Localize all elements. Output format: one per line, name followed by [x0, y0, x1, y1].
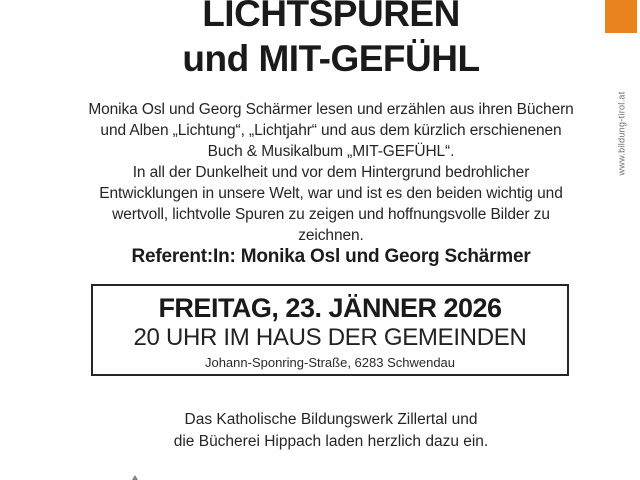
intro-line: In all der Dunkelheit und vor dem Hintergrund bedrohlicher [132, 164, 530, 181]
event-title [60, 0, 602, 81]
intro-line: Buch & Musikalbum „MIT-GEFÜHL“. [207, 143, 455, 160]
event-time-location: 20 UHR IM HAUS DER GEMEINDEN [133, 324, 527, 351]
event-address: Johann-Sponring-Straße, 6283 Schwendau [204, 355, 456, 370]
invitation-line: Das Katholische Bildungswerk Zillertal und [184, 411, 478, 428]
event-title-line1: LICHTSPUREN [202, 0, 460, 34]
intro-line: zeichnen. [298, 227, 364, 244]
invitation-line: die Bücherei Hippach laden herzlich dazu ein. [173, 433, 489, 450]
invitation-text [60, 409, 602, 453]
intro-line: wertvoll, lichtvolle Spuren zu zeigen und hoffnungsvolle Bilder zu [112, 206, 550, 223]
event-details-box [91, 284, 569, 376]
cropped-logo-tip-mark [132, 475, 138, 480]
intro-line: Monika Osl und Georg Schärmer lesen und erzählen aus ihren Büchern [88, 101, 574, 118]
website-url-vertical: www.bildung-tirol.at [616, 91, 627, 176]
intro-line: und Alben „Lichtung“, „Lichtjahr“ und aus dem kürzlich erschienenen [100, 122, 562, 139]
referent-line: Referent:In: Monika Osl und Georg Schärmer [131, 246, 531, 267]
intro-paragraph [60, 99, 602, 246]
event-date: FREITAG, 23. JÄNNER 2026 [158, 293, 502, 323]
intro-line: Entwicklungen in unsere Welt, war und ist es den beiden wichtig und [99, 185, 563, 202]
event-title-line2: und MIT-GEFÜHL [182, 38, 480, 79]
orange-accent-square [605, 0, 637, 33]
